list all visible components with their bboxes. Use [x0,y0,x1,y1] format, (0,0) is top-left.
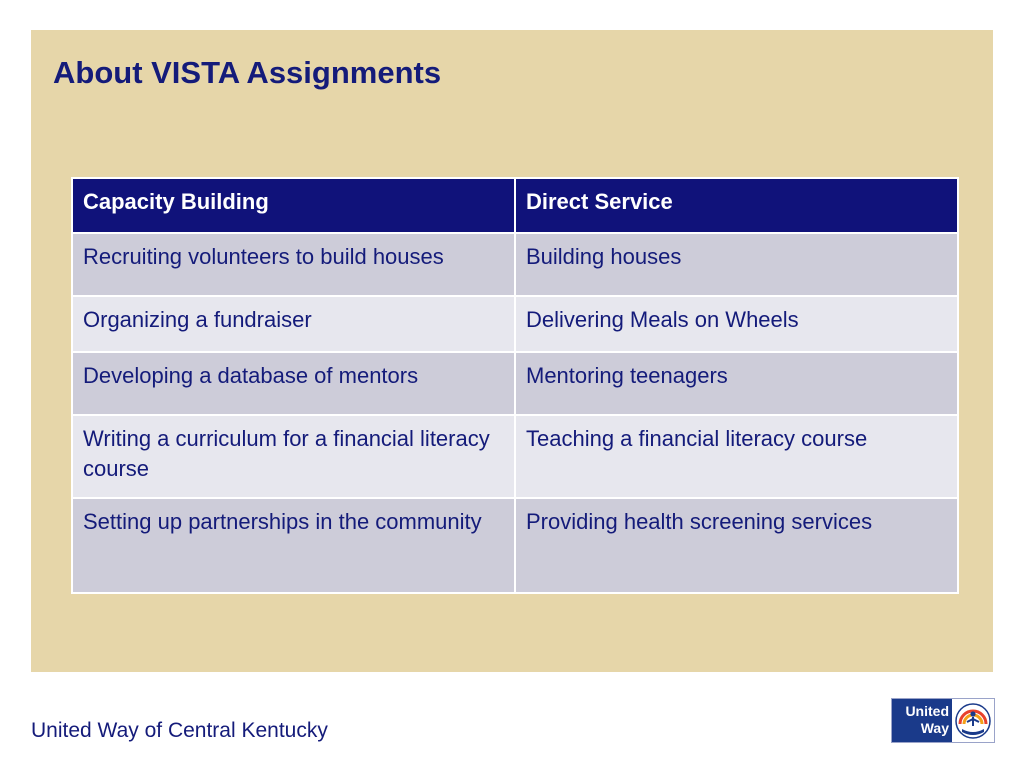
table-cell: Mentoring teenagers [515,352,958,415]
header-direct-service: Direct Service [515,178,958,233]
logo-word-way: Way [920,720,949,736]
table-cell: Recruiting volunteers to build houses [72,233,515,296]
table-cell: Providing health screening services [515,498,958,593]
table-cell: Setting up partnerships in the community [72,498,515,593]
table-cell: Delivering Meals on Wheels [515,296,958,352]
logo-wordmark [892,699,952,742]
table-cell: Teaching a financial literacy course [515,415,958,498]
logo-word-united: United [905,703,949,719]
table-header-row [72,178,958,233]
table-row [72,498,958,593]
table-cell: Organizing a fundraiser [72,296,515,352]
footer-organization: United Way of Central Kentucky [31,719,328,742]
assignments-table [71,177,959,594]
table-row [72,415,958,498]
united-way-logo [891,698,995,743]
table-cell: Writing a curriculum for a financial literacy course [72,415,515,498]
table-row [72,296,958,352]
header-capacity-building: Capacity Building [72,178,515,233]
table-row [72,233,958,296]
table-row [72,352,958,415]
slide-title: About VISTA Assignments [53,55,442,90]
table-cell: Developing a database of mentors [72,352,515,415]
table-cell: Building houses [515,233,958,296]
united-way-hand-rainbow-icon [952,699,994,742]
